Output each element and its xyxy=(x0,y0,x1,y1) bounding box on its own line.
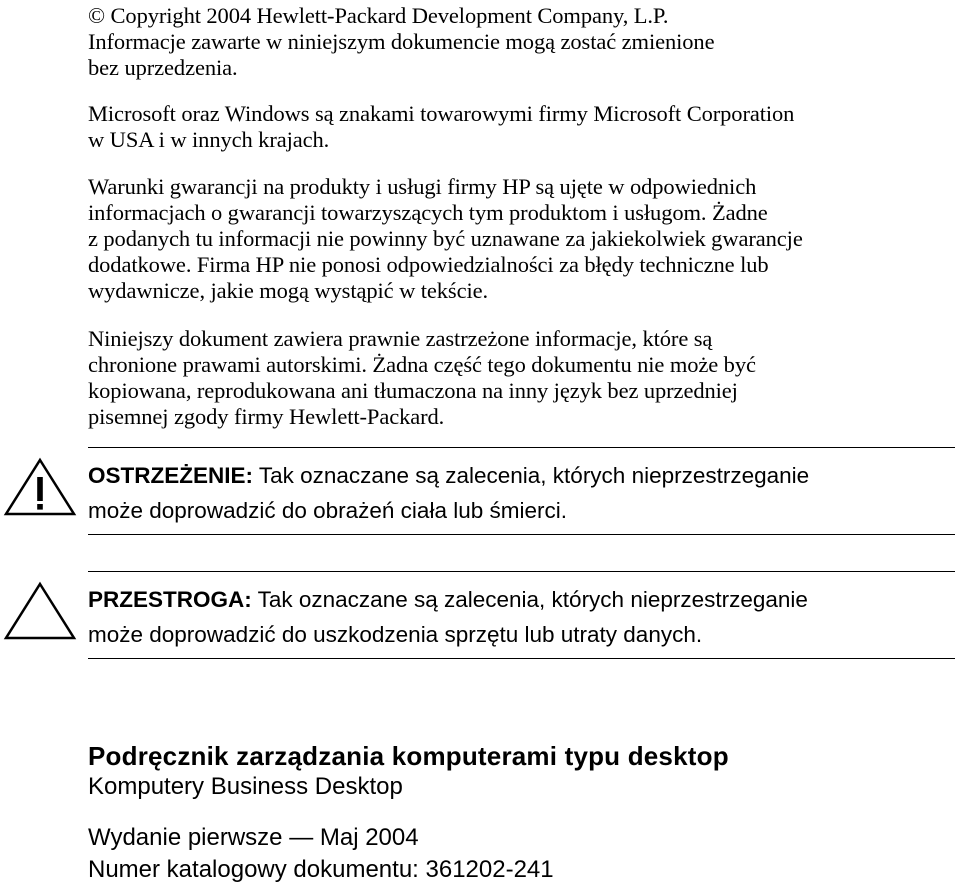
document-subtitle: Komputery Business Desktop xyxy=(88,773,403,800)
document-edition-block xyxy=(88,822,948,886)
warranty-line: Warunki gwarancji na produkty i usługi firmy HP są ujęte w odpowiednich xyxy=(88,174,757,199)
proprietary-line: chronione prawami autorskimi. Żadna część tego dokumentu nie może być xyxy=(88,352,756,377)
warning-label: OSTRZEŻENIE: xyxy=(88,463,254,488)
proprietary-line: pisemnej zgody firmy Hewlett-Packard. xyxy=(88,404,445,429)
warning-bottom-rule xyxy=(88,534,955,535)
warranty-line: wydawnicze, jakie mogą wystąpić w tekście. xyxy=(88,278,489,303)
caution-bottom-rule xyxy=(88,658,955,659)
proprietary-notice xyxy=(88,326,948,430)
caution-line-1 xyxy=(88,582,948,617)
caution-label: PRZESTROGA: xyxy=(88,587,252,612)
copyright-line: bez uprzedzenia. xyxy=(88,55,238,80)
warning-line-1 xyxy=(88,458,948,493)
warranty-line: z podanych tu informacji nie powinny być uznawane za jakiekolwiek gwarancje xyxy=(88,226,803,251)
document-title: Podręcznik zarządzania komputerami typu desktop xyxy=(88,741,729,771)
warning-notice xyxy=(88,458,948,528)
copyright-line: © Copyright 2004 Hewlett-Packard Development Company, L.P. xyxy=(88,3,669,28)
warranty-line: informacjach o gwarancji towarzyszących tym produktom i usługom. Żadne xyxy=(88,200,768,225)
caution-outline-triangle-icon xyxy=(3,581,77,641)
caution-top-rule xyxy=(88,571,955,572)
proprietary-line: kopiowana, reprodukowana ani tłumaczona na inny język bez uprzedniej xyxy=(88,378,738,403)
document-edition: Wydanie pierwsze — Maj 2004 xyxy=(88,824,419,851)
copyright-line: Informacje zawarte w niniejszym dokumencie mogą zostać zmienione xyxy=(88,29,715,54)
trademark-line: Microsoft oraz Windows są znakami towarowymi firmy Microsoft Corporation xyxy=(88,101,795,126)
trademark-line: w USA i w innych krajach. xyxy=(88,127,330,152)
trademark-notice xyxy=(88,101,948,153)
caution-notice xyxy=(88,582,948,652)
warning-top-rule xyxy=(88,447,955,448)
warning-text-line2: może doprowadzić do obrażeń ciała lub śmierci. xyxy=(88,498,567,523)
warranty-notice xyxy=(88,174,948,304)
caution-text-line1: Tak oznaczane są zalecenia, których nieprzestrzeganie xyxy=(257,587,808,612)
proprietary-line: Niniejszy dokument zawiera prawnie zastrzeżone informacje, które są xyxy=(88,326,713,351)
document-title-block xyxy=(88,740,948,802)
document-part-number: Numer katalogowy dokumentu: 361202-241 xyxy=(88,856,554,883)
warning-text-line1: Tak oznaczane są zalecenia, których nieprzestrzeganie xyxy=(258,463,810,488)
caution-text-line2: może doprowadzić do uszkodzenia sprzętu lub utraty danych. xyxy=(88,622,703,647)
copyright-notice xyxy=(88,3,948,81)
warranty-line: dodatkowe. Firma HP nie ponosi odpowiedzialności za błędy techniczne lub xyxy=(88,252,769,277)
warning-filled-triangle-icon xyxy=(3,457,77,517)
